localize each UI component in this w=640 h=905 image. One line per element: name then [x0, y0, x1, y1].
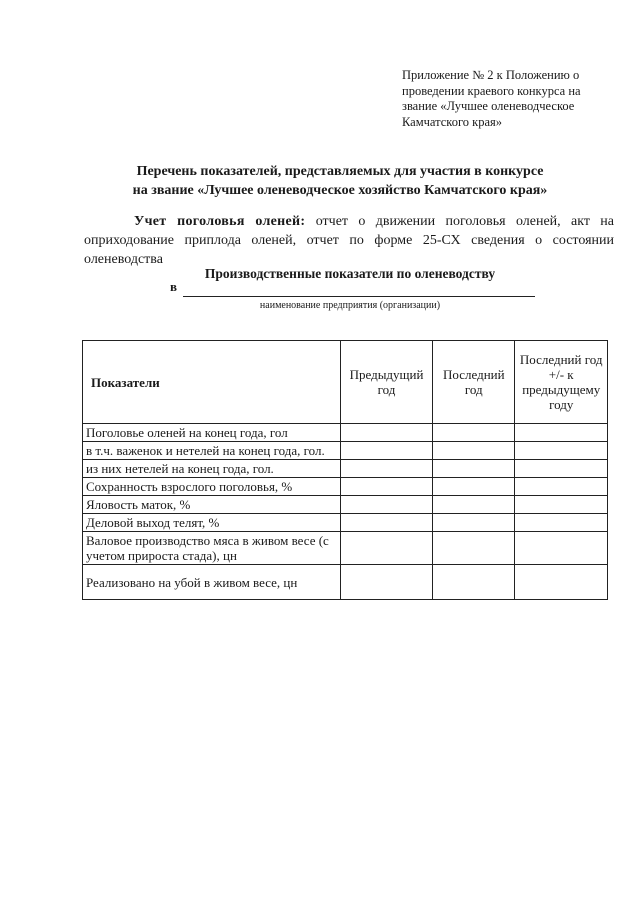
header-previous-year: Предыдущий год [340, 341, 432, 424]
cell-last-year[interactable] [433, 565, 515, 600]
appendix-line: проведении краевого конкурса на [402, 83, 581, 98]
document-title [60, 162, 620, 200]
cell-difference[interactable] [515, 496, 608, 514]
cell-difference[interactable] [515, 424, 608, 442]
header-difference: Последний год +/- к предыдущему году [515, 341, 608, 424]
cell-last-year[interactable] [433, 496, 515, 514]
appendix-line: звание «Лучшее оленеводческое [402, 99, 575, 113]
row-label: Сохранность взрослого поголовья, % [83, 478, 341, 496]
cell-previous-year[interactable] [340, 442, 432, 460]
intro-paragraph [84, 212, 614, 269]
organization-name-caption: наименование предприятия (организации) [259, 300, 441, 311]
title-line-2: на звание «Лучшее оленеводческое хозяйство Камчатского края» [132, 183, 548, 198]
intro-bold: Учет поголовья оленей: [134, 214, 306, 229]
cell-previous-year[interactable] [340, 514, 432, 532]
header-last-year: Последний год [433, 341, 515, 424]
row-label: Поголовье оленей на конец года, гол [83, 424, 341, 442]
table-row [83, 442, 608, 460]
table-header-row [83, 341, 608, 424]
cell-previous-year[interactable] [340, 460, 432, 478]
cell-difference[interactable] [515, 565, 608, 600]
cell-difference[interactable] [515, 514, 608, 532]
table-row [83, 514, 608, 532]
table-row [83, 424, 608, 442]
cell-previous-year[interactable] [340, 565, 432, 600]
title-line-1: Перечень показателей, представляемых для участия в конкурсе [136, 164, 544, 179]
intro-text: отчет о движении поголовья оленей, акт на оприходование приплода оленей, отчет по форме 25-СХ сведения о состоянии оленеводства [84, 214, 614, 267]
cell-previous-year[interactable] [340, 478, 432, 496]
appendix-line: Камчатского края» [402, 114, 503, 129]
table-row [83, 496, 608, 514]
table-row [83, 460, 608, 478]
cell-difference[interactable] [515, 460, 608, 478]
header-indicators: Показатели [83, 341, 341, 424]
table-row [83, 565, 608, 600]
row-label: из них нетелей на конец года, гол. [83, 460, 341, 478]
section-subtitle: Производственные показатели по оленеводству [204, 266, 496, 281]
row-label: Яловость маток, % [83, 496, 341, 514]
row-label: Реализовано на убой в живом весе, цн [83, 565, 341, 600]
cell-last-year[interactable] [433, 460, 515, 478]
cell-previous-year[interactable] [340, 496, 432, 514]
in-label: в [170, 279, 178, 294]
table-row [83, 478, 608, 496]
cell-last-year[interactable] [433, 532, 515, 565]
cell-previous-year[interactable] [340, 424, 432, 442]
cell-difference[interactable] [515, 532, 608, 565]
cell-last-year[interactable] [433, 442, 515, 460]
cell-difference[interactable] [515, 478, 608, 496]
appendix-line: Приложение № 2 к Положению о [402, 68, 580, 82]
appendix-note [402, 68, 602, 130]
row-label: Валовое производство мяса в живом весе (с учетом прироста стада), цн [83, 532, 341, 565]
indicators-table [82, 340, 608, 600]
cell-difference[interactable] [515, 442, 608, 460]
cell-last-year[interactable] [433, 478, 515, 496]
cell-last-year[interactable] [433, 424, 515, 442]
row-label: Деловой выход телят, % [83, 514, 341, 532]
row-label: в т.ч. важенок и нетелей на конец года, гол. [83, 442, 341, 460]
cell-previous-year[interactable] [340, 532, 432, 565]
table-row [83, 532, 608, 565]
organization-name-line[interactable] [183, 296, 535, 297]
cell-last-year[interactable] [433, 514, 515, 532]
